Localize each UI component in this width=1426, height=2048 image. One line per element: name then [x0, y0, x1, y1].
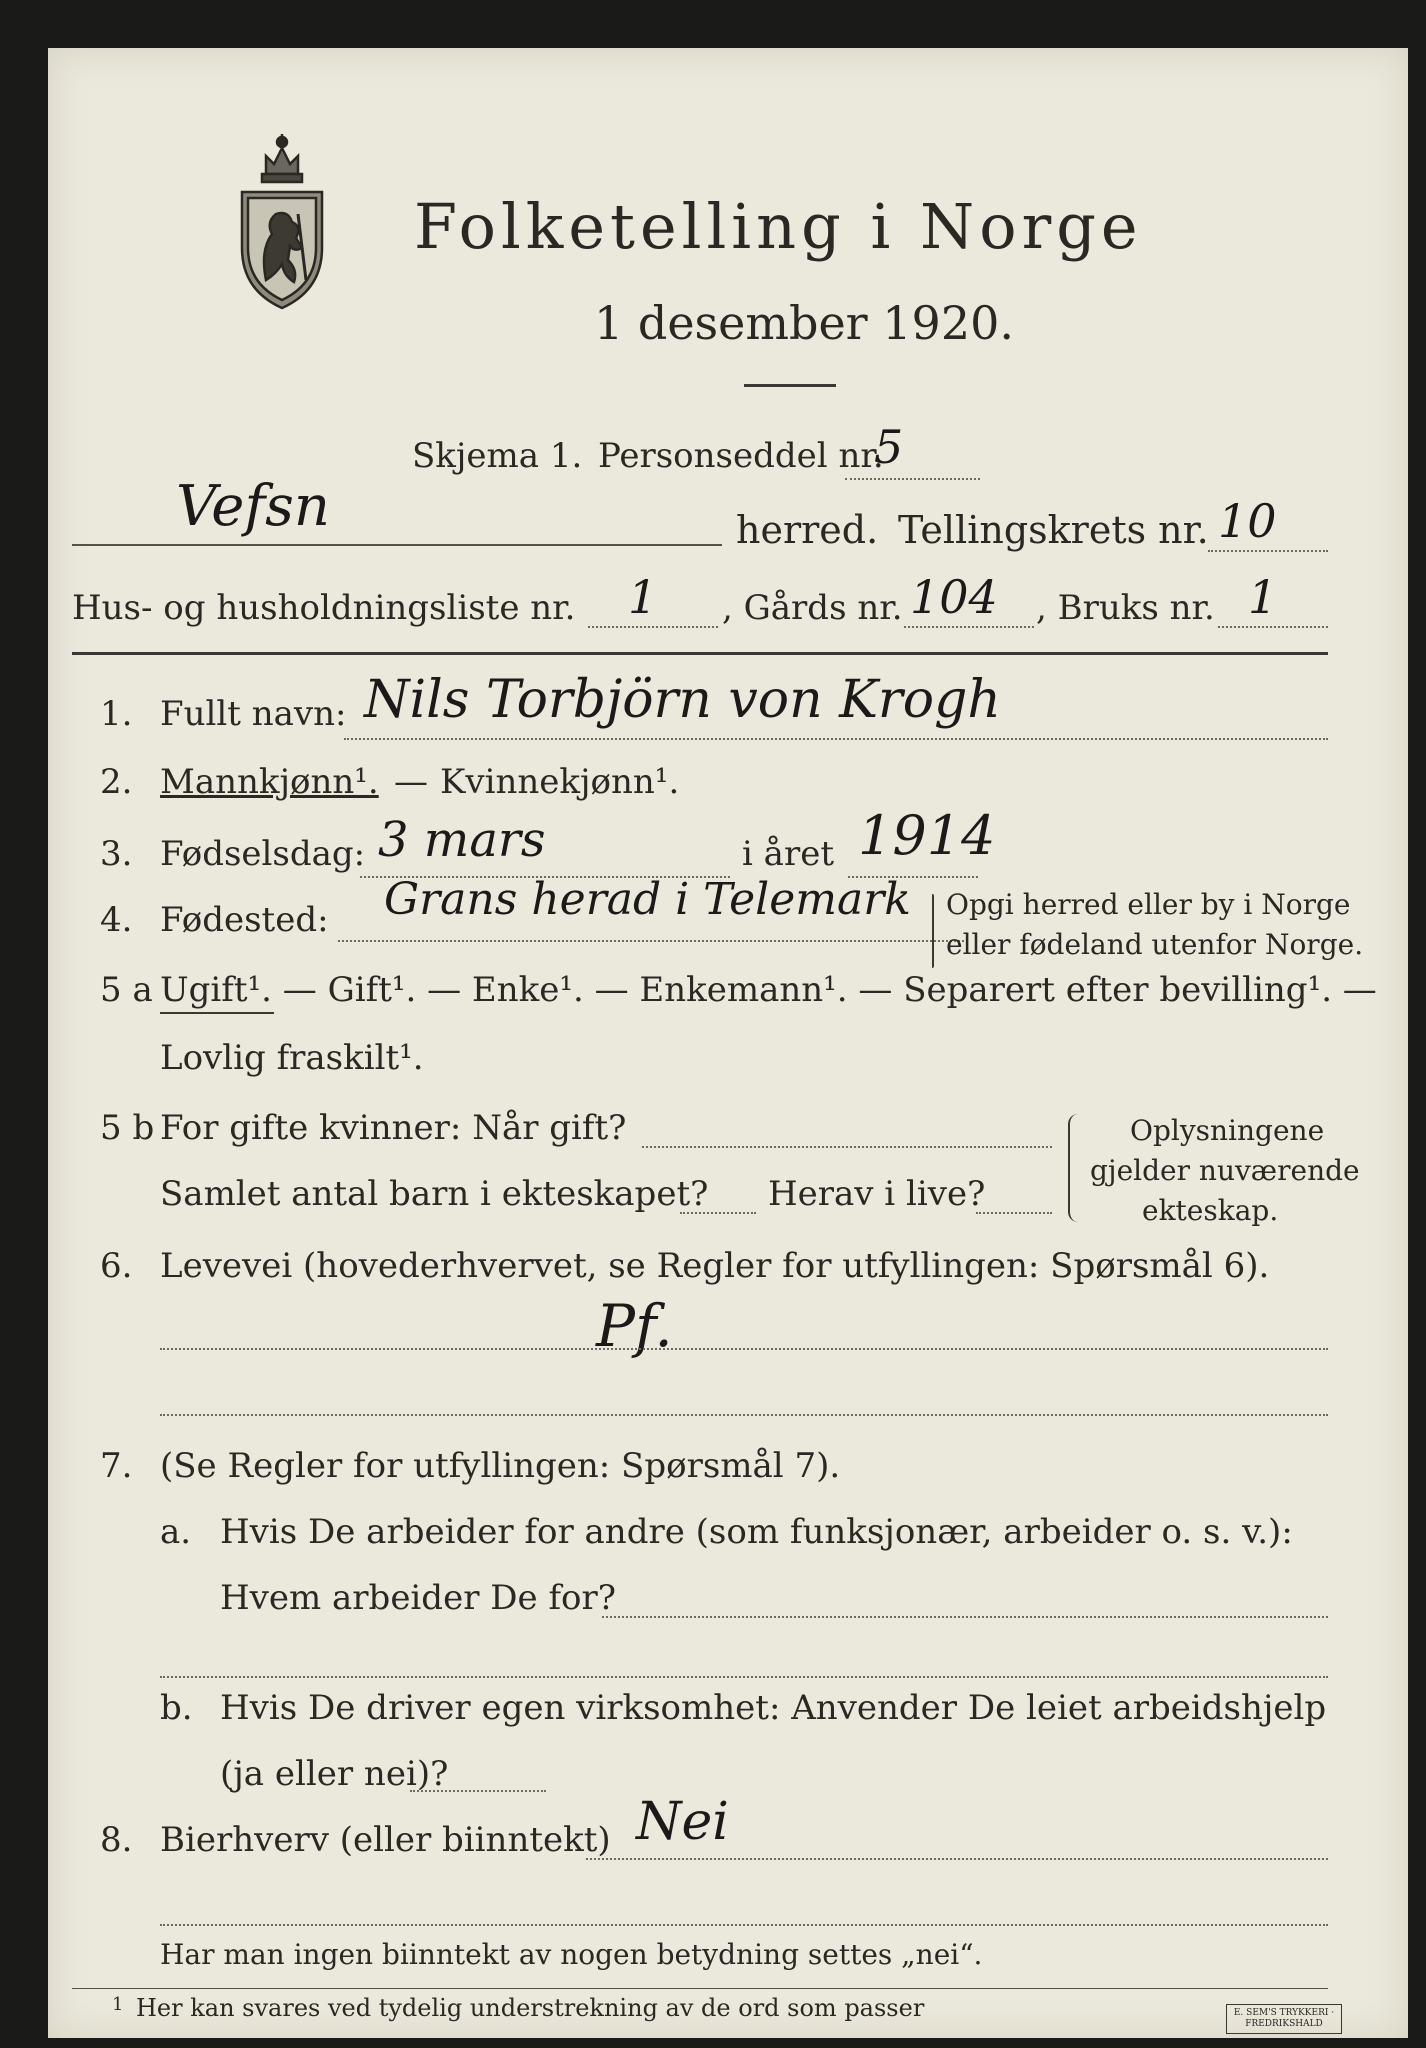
q3-day-value: 3 mars [378, 812, 546, 868]
q4-value: Grans herad i Telemark [384, 874, 911, 925]
bruks-label: , Bruks nr. [1036, 588, 1215, 628]
q7a-line2: Hvem arbeider De for? [220, 1578, 616, 1618]
q8-value: Nei [636, 1792, 729, 1852]
q2-dash: — [394, 762, 428, 802]
footer-note: Har man ingen biinntekt av nogen betydning settes „nei“. [160, 1938, 983, 1971]
form-date: 1 desember 1920. [594, 296, 1014, 350]
q8-number: 8. [100, 1820, 133, 1860]
q4-note-line1: Opgi herred eller by i Norge [946, 888, 1351, 921]
q4-note-brace [932, 894, 934, 968]
q5a-ugift-underline [160, 1012, 274, 1014]
personseddel-line [845, 478, 980, 480]
herred-value: Vefsn [176, 474, 330, 539]
q5a-options: Ugift¹. — Gift¹. — Enke¹. — Enkemann¹. — Separert efter bevilling¹. — [160, 970, 1377, 1010]
herred-line [72, 544, 722, 546]
q7a-answer-line [602, 1616, 1328, 1618]
q6-number: 6. [100, 1246, 133, 1286]
q5b-number: 5 b [100, 1108, 155, 1148]
footnote-text: Her kan svares ved tydelig understrekning av de ord som passer [136, 1994, 925, 2022]
q8-extra-line [160, 1924, 1328, 1926]
q4-number: 4. [100, 900, 133, 940]
husliste-line [588, 626, 718, 628]
q1-line [344, 738, 1328, 740]
coat-of-arms-icon [236, 130, 328, 312]
q5b-children-line [680, 1212, 756, 1214]
skjema-label: Skjema 1. [412, 436, 583, 476]
q5a-number: 5 a [100, 970, 153, 1010]
gards-value: 104 [910, 570, 998, 624]
q7-label: (Se Regler for utfyllingen: Spørsmål 7). [160, 1446, 841, 1486]
gards-label: , Gårds nr. [722, 588, 903, 628]
census-form [48, 48, 1408, 2038]
q5b-alive: Herav i live? [768, 1174, 986, 1214]
q6-line1 [160, 1348, 1328, 1350]
q2-male: Mannkjønn¹. [160, 762, 379, 802]
q7a-extra-line [160, 1676, 1328, 1678]
q5b-note-line1: Oplysningene [1130, 1114, 1325, 1147]
q5a-options-line2: Lovlig fraskilt¹. [160, 1038, 424, 1078]
q5b-note-line3: ekteskap. [1142, 1194, 1279, 1227]
tellingskrets-value: 10 [1218, 494, 1277, 548]
husliste-label: Hus- og husholdningsliste nr. [72, 588, 576, 628]
footer-divider [72, 1988, 1328, 1989]
q2-female: Kvinnekjønn¹. [440, 762, 680, 802]
q3-label: Fødselsdag: [160, 834, 366, 874]
q7-number: 7. [100, 1446, 133, 1486]
q7b-line1: Hvis De driver egen virksomhet: Anvender De leiet arbeidshjelp [220, 1688, 1327, 1728]
personseddel-label: Personseddel nr. [598, 436, 884, 476]
tellingskrets-line [1208, 550, 1328, 552]
q4-line [338, 940, 968, 942]
q7a-letter: a. [160, 1512, 192, 1552]
personseddel-value: 5 [874, 420, 904, 474]
title-divider [744, 384, 836, 387]
q5b-alive-line [976, 1212, 1052, 1214]
q6-label: Levevei (hovederhvervet, se Regler for utfyllingen: Spørsmål 6). [160, 1246, 1270, 1286]
herred-label: herred. [736, 508, 879, 552]
q3-number: 3. [100, 834, 133, 874]
husliste-value: 1 [628, 570, 658, 624]
q5b-note-brace [1068, 1114, 1084, 1222]
q3-year-value: 1914 [858, 804, 996, 867]
q7b-letter: b. [160, 1688, 193, 1728]
q1-value: Nils Torbjörn von Krogh [364, 670, 1001, 730]
q4-note-line2: eller fødeland utenfor Norge. [946, 928, 1364, 961]
q5b-when-line [642, 1146, 1052, 1148]
q5b-children: Samlet antal barn i ekteskapet? [160, 1174, 709, 1214]
q3-year-label: i året [742, 834, 834, 874]
bruks-line [1218, 626, 1328, 628]
q5b-when-married: For gifte kvinner: Når gift? [160, 1108, 627, 1148]
q7a-line1: Hvis De arbeider for andre (som funksjonær, arbeider o. s. v.): [220, 1512, 1293, 1552]
bruks-value: 1 [1248, 570, 1278, 624]
section-divider [72, 652, 1328, 655]
printer-stamp: E. SEM'S TRYKKERI · FREDRIKSHALD [1226, 2004, 1342, 2034]
q6-value: Pf. [596, 1292, 673, 1360]
q8-label: Bierhverv (eller biinntekt) [160, 1820, 611, 1860]
q2-number: 2. [100, 762, 133, 802]
q8-line [586, 1858, 1328, 1860]
q7b-line2: (ja eller nei)? [220, 1754, 449, 1794]
q1-number: 1. [100, 694, 133, 734]
q1-label: Fullt navn: [160, 694, 347, 734]
q6-line2 [160, 1414, 1328, 1416]
q5b-note-line2: gjelder nuværende [1090, 1154, 1360, 1187]
footnote-mark: 1 [112, 1994, 124, 2015]
q4-label: Fødested: [160, 900, 329, 940]
gards-line [904, 626, 1034, 628]
form-title: Folketelling i Norge [414, 190, 1143, 263]
q7b-answer-line [410, 1790, 546, 1792]
tellingskrets-label: Tellingskrets nr. [898, 508, 1209, 552]
